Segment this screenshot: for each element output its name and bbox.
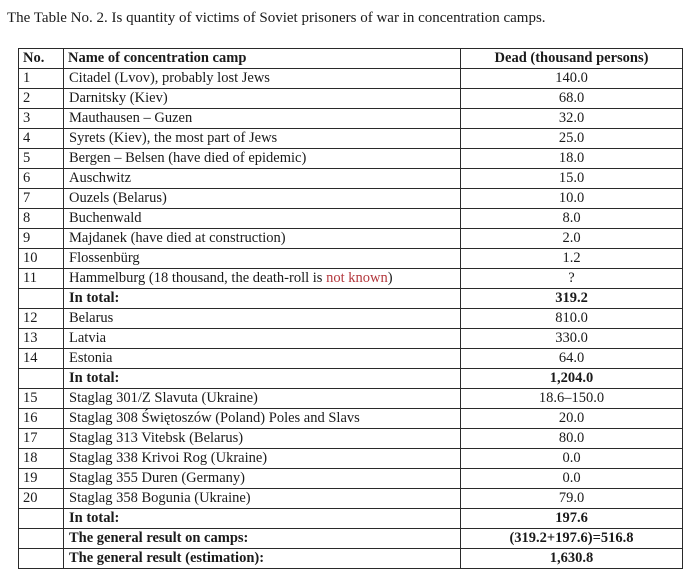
cell-no (19, 369, 64, 389)
cell-name: In total: (64, 509, 461, 529)
cell-dead: 68.0 (461, 89, 683, 109)
total-row (19, 549, 683, 569)
table-row (19, 409, 683, 429)
cell-no: 8 (19, 209, 64, 229)
cell-name (64, 269, 461, 289)
cell-dead: 18.6–150.0 (461, 389, 683, 409)
cell-name: The general result (estimation): (64, 549, 461, 569)
cell-name: Staglag 355 Duren (Germany) (64, 469, 461, 489)
table-header-row (19, 49, 683, 69)
table-row (19, 89, 683, 109)
cell-name: The general result on camps: (64, 529, 461, 549)
cell-dead: 10.0 (461, 189, 683, 209)
cell-dead: 197.6 (461, 509, 683, 529)
cell-no: 2 (19, 89, 64, 109)
cell-no (19, 549, 64, 569)
cell-no: 20 (19, 489, 64, 509)
cell-name: Ouzels (Belarus) (64, 189, 461, 209)
cell-name: Buchenwald (64, 209, 461, 229)
cell-dead: 25.0 (461, 129, 683, 149)
cell-no: 18 (19, 449, 64, 469)
cell-dead: 1,204.0 (461, 369, 683, 389)
cell-no: 17 (19, 429, 64, 449)
cell-dead: 2.0 (461, 229, 683, 249)
cell-dead: 80.0 (461, 429, 683, 449)
total-row (19, 289, 683, 309)
cell-dead: 1.2 (461, 249, 683, 269)
cell-name: Staglag 301/Z Slavuta (Ukraine) (64, 389, 461, 409)
header-name: Name of concentration camp (64, 49, 461, 69)
cell-dead: ? (461, 269, 683, 289)
table-row (19, 229, 683, 249)
cell-no: 7 (19, 189, 64, 209)
header-no: No. (19, 49, 64, 69)
cell-name: Staglag 308 Świętoszów (Poland) Poles and Slavs (64, 409, 461, 429)
cell-dead: 810.0 (461, 309, 683, 329)
cell-dead: 0.0 (461, 449, 683, 469)
cell-dead: 330.0 (461, 329, 683, 349)
cell-name-text: Hammelburg (18 thousand, the death-roll is (69, 270, 327, 286)
table-row (19, 129, 683, 149)
cell-no: 14 (19, 349, 64, 369)
table-row (19, 469, 683, 489)
cell-no (19, 509, 64, 529)
cell-name: In total: (64, 289, 461, 309)
cell-name: Staglag 338 Krivoi Rog (Ukraine) (64, 449, 461, 469)
highlighted-text: not known (326, 270, 388, 286)
total-row (19, 509, 683, 529)
table-row (19, 209, 683, 229)
cell-no: 1 (19, 69, 64, 89)
cell-name: Staglag 358 Bogunia (Ukraine) (64, 489, 461, 509)
cell-dead: 1,630.8 (461, 549, 683, 569)
cell-dead: 18.0 (461, 149, 683, 169)
cell-name: Majdanek (have died at construction) (64, 229, 461, 249)
table-row (19, 169, 683, 189)
cell-name: Estonia (64, 349, 461, 369)
cell-dead: 32.0 (461, 109, 683, 129)
total-row (19, 529, 683, 549)
cell-dead: 319.2 (461, 289, 683, 309)
table-row (19, 69, 683, 89)
cell-no (19, 529, 64, 549)
table-row (19, 489, 683, 509)
table-row (19, 309, 683, 329)
cell-dead: 8.0 (461, 209, 683, 229)
cell-name: Mauthausen – Guzen (64, 109, 461, 129)
cell-no: 4 (19, 129, 64, 149)
table-row (19, 149, 683, 169)
table-row (19, 109, 683, 129)
cell-no: 5 (19, 149, 64, 169)
cell-name-text-end: ) (387, 270, 393, 286)
cell-no: 15 (19, 389, 64, 409)
cell-no: 19 (19, 469, 64, 489)
cell-dead: 20.0 (461, 409, 683, 429)
cell-no: 6 (19, 169, 64, 189)
cell-dead: 15.0 (461, 169, 683, 189)
cell-name: Flossenbürg (64, 249, 461, 269)
cell-name: Latvia (64, 329, 461, 349)
cell-name: Syrets (Kiev), the most part of Jews (64, 129, 461, 149)
table-row (19, 449, 683, 469)
cell-no (19, 289, 64, 309)
cell-name: Citadel (Lvov), probably lost Jews (64, 69, 461, 89)
cell-dead: 140.0 (461, 69, 683, 89)
table-row (19, 349, 683, 369)
table-row (19, 329, 683, 349)
cell-name: Darnitsky (Kiev) (64, 89, 461, 109)
cell-name: Staglag 313 Vitebsk (Belarus) (64, 429, 461, 449)
table-row (19, 269, 683, 289)
table-row (19, 249, 683, 269)
table-row (19, 189, 683, 209)
total-row (19, 369, 683, 389)
cell-name: Belarus (64, 309, 461, 329)
cell-no: 13 (19, 329, 64, 349)
cell-no: 11 (19, 269, 64, 289)
cell-no: 16 (19, 409, 64, 429)
cell-name: Bergen – Belsen (have died of epidemic) (64, 149, 461, 169)
cell-dead: 79.0 (461, 489, 683, 509)
table-row (19, 429, 683, 449)
cell-name: In total: (64, 369, 461, 389)
table-caption: The Table No. 2. Is quantity of victims of Soviet prisoners of war in concentration camps. (7, 10, 546, 26)
cell-no: 3 (19, 109, 64, 129)
cell-dead: 0.0 (461, 469, 683, 489)
cell-no: 10 (19, 249, 64, 269)
cell-no: 12 (19, 309, 64, 329)
cell-dead: (319.2+197.6)=516.8 (461, 529, 683, 549)
cell-name: Auschwitz (64, 169, 461, 189)
header-dead: Dead (thousand persons) (461, 49, 683, 69)
cell-dead: 64.0 (461, 349, 683, 369)
victims-table (18, 48, 683, 569)
cell-no: 9 (19, 229, 64, 249)
table-row (19, 389, 683, 409)
